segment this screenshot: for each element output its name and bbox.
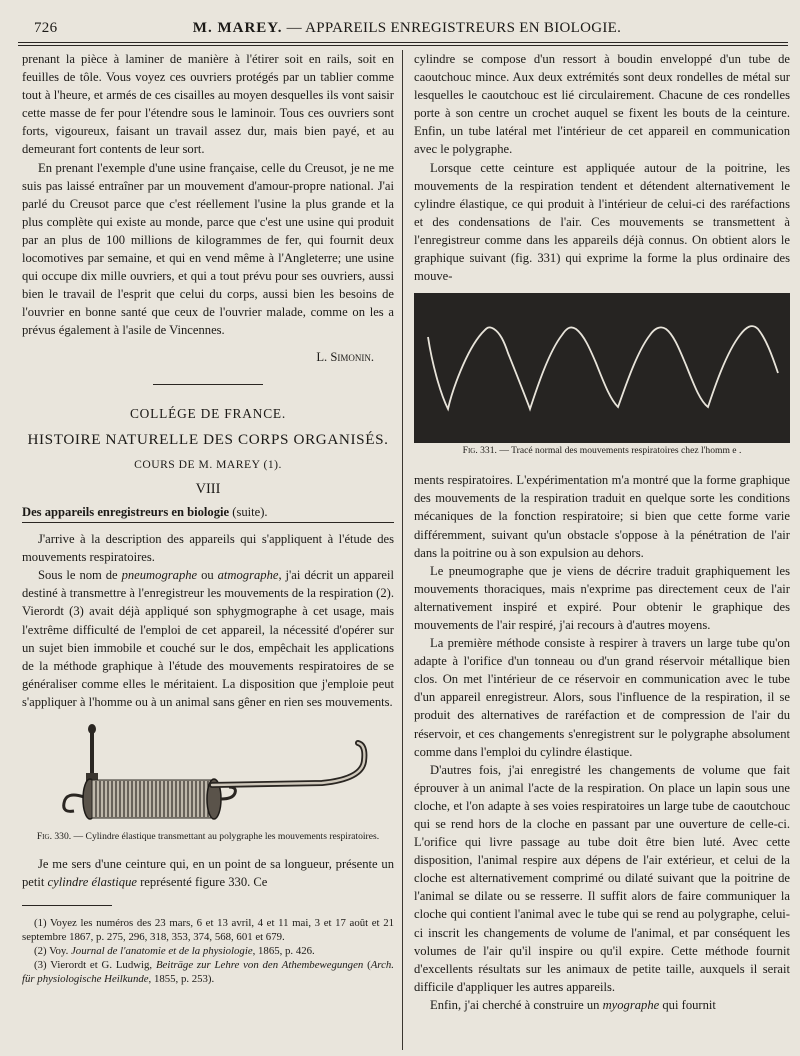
paragraph	[22, 855, 394, 891]
paragraph	[22, 566, 394, 711]
text-run: , j'ai décrit un appareil destiné à transmettre à l'enregistreur les mouvements de la respiration (2). Vierordt (3) avait déjà appliqué son sphygmographe à cet usage, mais l'extrême difficulté de l'emploi de cet appareil, la nécessité d'opérer sur un sujet bien immobile et couché sur le dos, empêchait les applications de la méthode graphique à l'étude des mouvements respiratoires de se généraliser comme elles le méritaient. La disposition que j'emploie peut s'appliquer à l'homme ou à un animal sans gêner en rien ses mouvements.	[22, 568, 394, 709]
rod-knob	[88, 724, 96, 734]
figure-330	[22, 719, 394, 829]
journal-title: Journal de l'anatomie et de la physiologie	[71, 945, 253, 958]
section-title	[22, 503, 394, 521]
term-myographe: myographe	[602, 997, 660, 1012]
right-column	[414, 50, 790, 1014]
lecture-number: VIII	[195, 480, 221, 497]
text-run: (3) Vierordt et G. Ludwig,	[34, 959, 156, 972]
footnote-ref: (1).	[263, 457, 282, 471]
text-run: (2) Voy.	[34, 945, 71, 958]
running-author: M. MAREY.	[192, 20, 283, 36]
term-pneumographe: pneumographe	[121, 568, 198, 583]
text-run: (	[363, 959, 371, 972]
paragraph: D'autres fois, j'ai enregistré les changements de volume que fait éprouver à un animal l'acte de la respiration. On place un lapin sous une cloche, et l'on adapte à ses voies respiratoires un large tube de caoutchouc qui se rend hors de la cloche en passant par une ouverture de celle-ci. L'orifice qui livre passage au tube doit être bien luté. Avec cette disposition, l'animal respire aux dépens de l'air extérieur, et celui de la cloche est alternativement comprimé ou dilaté suivant que la poitrine de l'animal se dilate ou se resserre. Il suffit alors de faire communiquer la cloche qui contient l'animal avec le tube qui se rend au polygraphe, celui-ci inscrit les changements de volume de l'animal, et par conséquent les volumes de l'air qu'il inspire ou qu'il expire. Cette méthode fournit d'excellents résultats sur les animaux de petite taille, auxquels il serait difficile d'appliquer les autres appareils.	[414, 762, 790, 994]
paragraph: Lorsque cette ceinture est appliquée autour de la poitrine, les mouvements de la respiration tendent et détendent alternativement le cylindre élastique, ce qui produit à l'intérieur de celui-ci des raréfactions et des condensations de l'air. Ces mouvements se transmettent à l'enregistreur comme dans les appareils déjà connus. On obtient alors le graphique suivant (fig. 331) qui exprime la forme la plus ordinaire des mouve-	[414, 160, 790, 284]
section-suite: (suite).	[232, 504, 268, 519]
term-cylindre-elastique: cylindre élastique	[47, 875, 137, 890]
text-run: Sous le nom de	[38, 568, 122, 583]
figure-331	[414, 293, 790, 443]
trace-background	[414, 293, 790, 443]
footnote-1: (1) Voyez les numéros des 23 mars, 6 et 13 avril, 4 et 11 mai, 3 et 17 août et 21 septembre 1867, p. 275, 296, 318, 353, 374, 568, 601 et 679.	[22, 917, 394, 944]
paragraph: ments respiratoires. L'expérimentation m'a montré que la forme graphique des mouvements de la respiration traduit en quelque sorte les conditions mécaniques de la fonction respiratoire; si bien que cette forme varie différemment, suivant qu'un obstacle s'oppose à la pénétration de l'air dans la poitrine ou à son expulsion au dehors.	[414, 473, 790, 560]
text-run: Je me sers d'une ceinture qui, en un point de sa longueur, présente un petit	[22, 857, 394, 890]
running-subject: — APPAREILS ENREGISTREURS EN BIOLOGIE.	[286, 20, 622, 36]
footnote-3	[22, 958, 394, 986]
paragraph: Le pneumographe que je viens de décrire traduit graphiquement les mouvements thoraciques, mais n'exprime pas directement ceux de l'air alternativement inspiré et expiré. Pour obtenir le graphique des mouvements de l'air respiré, j'ai recours à d'autres moyens.	[414, 563, 790, 632]
article-separator	[153, 384, 263, 385]
page-number: 726	[34, 20, 58, 36]
text-run: , 1865, p. 426.	[252, 945, 315, 958]
paragraph: cylindre se compose d'un ressort à boudin enveloppé d'un tube de caoutchouc mince. Aux deux extrémités sont deux rondelles de métal sur lesquelles le caoutchouc est lié circulairement. Chacune de ces rondelles porte à son centre un crochet auquel se fixent les bouts de la ceinture. Enfin, un tube latéral met l'intérieur de cet appareil en communication avec le polygraphe.	[414, 52, 790, 157]
running-title	[26, 20, 788, 37]
footnote-2	[22, 944, 394, 958]
course-heading: HISTOIRE NATURELLE DES CORPS ORGANISÉS.	[27, 430, 389, 448]
figure-331-caption	[414, 445, 790, 457]
header-rule-thin	[18, 45, 788, 46]
text-run: ou	[197, 568, 218, 583]
paragraph: prenant la pièce à laminer de manière à l'étirer soit en rails, soit en feuilles de tôle. Vous voyez ces ouvriers protégés par un tablier comme tout à l'heure, et armés de ces cisailles au moyen desquelles ils vont saisir cette masse de fer pour l'étendre sous le laminoir. Tous ces ouvriers sont forts, vigoureux, faisant un travail assez dur, mais bien payé, et au demeurant fort contents de leur sort.	[22, 52, 394, 157]
institution-heading: COLLÉGE DE FRANCE.	[129, 405, 287, 421]
column-divider	[402, 50, 403, 1050]
figure-label: Fig. 331.	[462, 445, 497, 457]
section-rule	[22, 522, 394, 523]
text-run: qui fournit	[659, 997, 716, 1012]
footnote-separator	[22, 905, 112, 906]
left-hook	[64, 795, 84, 811]
right-hook	[221, 787, 235, 799]
figure-label: Fig. 330.	[36, 831, 72, 842]
paragraph: La première méthode consiste à respirer à travers un large tube qu'on adapte à l'orifice d'un tonneau ou d'un grand réservoir métallique bien clos. On met l'intérieur de ce réservoir en communication avec le tube d'un appareil enregistreur. Alors, sous l'influence de la respiration, il se produit des alternatives de raréfaction et de compression de l'air du réservoir, et ces changements s'enregistrent sur le polygraphe absolument comme dans l'emploi du cylindre élastique.	[414, 636, 790, 759]
paragraph: En prenant l'exemple d'une usine française, celle du Creusot, je ne me suis pas laissé entraîner par un mouvement d'amour-propre national. J'ai parlé du Creusot parce que c'est réellement l'usine la plus grande et la plus complète qui existe au monde, parce que c'est une usine qui produit par an plus de 100 millions de kilogrammes de fer, qui fournit deux locomotives par semaine, et qui en vend même à l'Angleterre; une usine qui occupe dix mille ouvriers, et qui a tout prévu pour ses ouvriers, aussi bien le travail de l'esprit que celui du corps, aussi bien les besoins de l'ouvrier en bonne santé que ceux de l'ouvrier malade, comme on les a prévus également à l'asile de Vincennes.	[22, 160, 394, 338]
paragraph	[414, 996, 790, 1014]
page-header	[26, 18, 788, 40]
header-rule	[18, 42, 788, 43]
caption-text: — Cylindre élastique transmettant au polygraphe les mouvements respiratoires.	[71, 831, 380, 842]
respiratory-trace	[414, 293, 790, 443]
course-byline	[22, 456, 394, 474]
text-run: , 1855, p. 253).	[148, 973, 215, 986]
footnotes	[22, 916, 394, 986]
paragraph: J'arrive à la description des appareils qui s'appliquent à l'étude des mouvements respiratoires.	[22, 532, 394, 565]
journal-title: Arch. für physiologische Heilkunde	[22, 959, 394, 986]
elastic-cylinder-illustration	[22, 719, 394, 829]
text-run: représenté figure 330. Ce	[136, 875, 268, 890]
figure-330-caption	[22, 831, 394, 843]
term-atmographe: atmographe	[217, 568, 279, 583]
work-title: Beiträge zur Lehre von den Athembewegungen	[155, 959, 364, 972]
signature	[22, 348, 374, 366]
signature-name: L. Simonin.	[316, 349, 374, 364]
text-run: Enfin, j'ai cherché à construire un	[430, 997, 603, 1012]
caption-text: — Tracé normal des mouvements respiratoires chez l'homm e .	[496, 445, 742, 457]
section-title-text: Des appareils enregistreurs en biologie	[22, 504, 230, 519]
course-byline-text: COURS DE M. MAREY	[134, 457, 261, 471]
left-column	[22, 50, 394, 986]
